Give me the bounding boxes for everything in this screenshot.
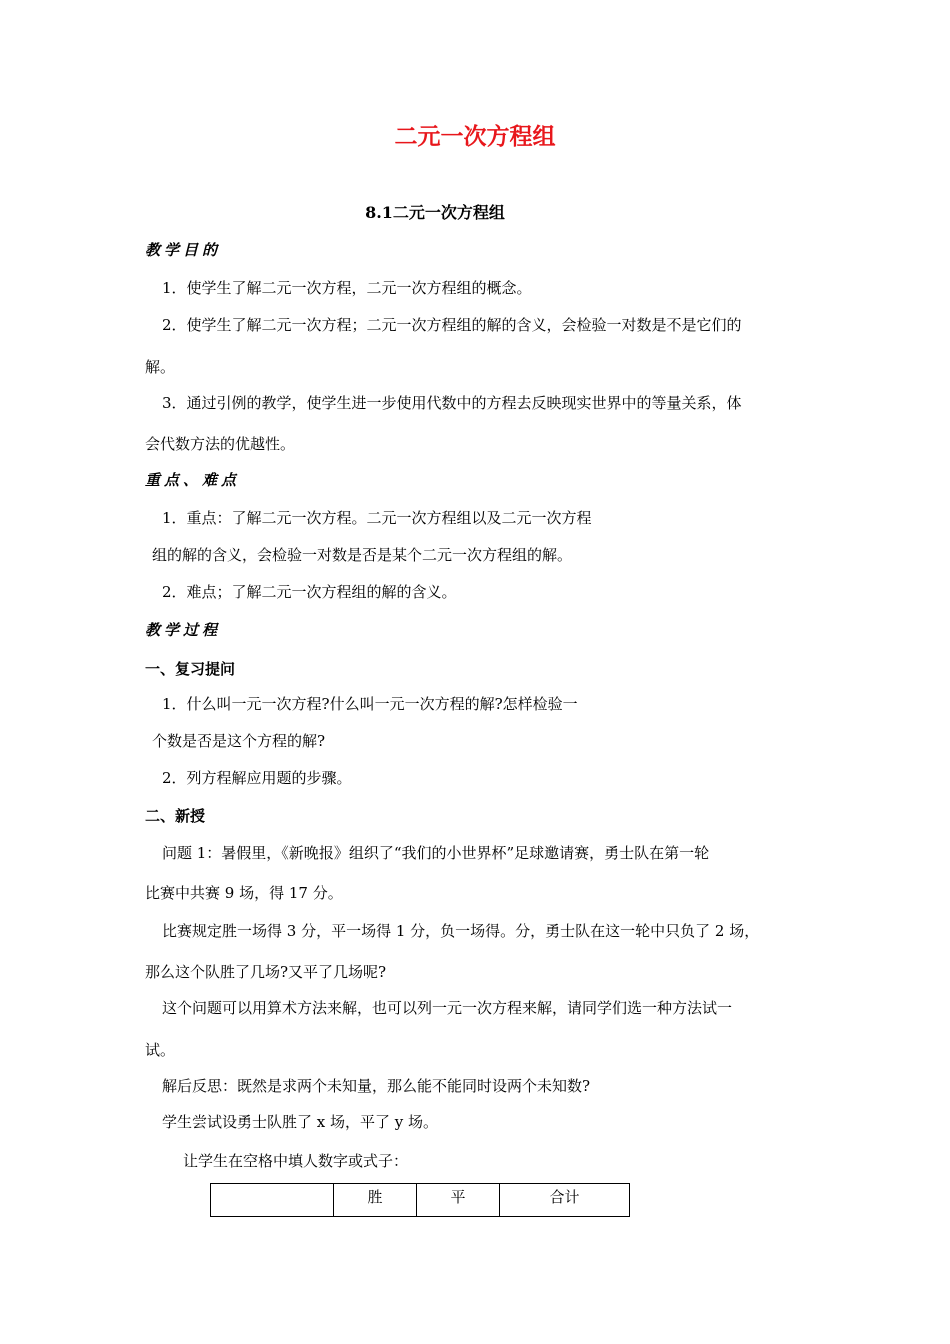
new-lesson-heading: 二、新授 <box>145 807 206 825</box>
lesson-paragraph: 那么这个队胜了几场?又平了几场呢? <box>145 963 387 981</box>
key-point-item: 2．难点；了解二元一次方程组的解的含义。 <box>162 583 457 601</box>
lesson-paragraph: 问题 1：暑假里，《新晚报》组织了“我们的小世界杯”足球邀请赛，勇士队在第一轮 <box>162 844 710 862</box>
table-header-cell <box>211 1184 334 1217</box>
objective-item: 1．使学生了解二元一次方程，二元一次方程组的概念。 <box>162 279 532 297</box>
review-item: 2．列方程解应用题的步骤。 <box>162 769 352 787</box>
lesson-paragraph: 比赛规定胜一场得 3 分，平一场得 1 分，负一场得。分，勇士队在这一轮中只负了 2 场， <box>162 922 760 940</box>
key-points-heading: 重点、难点 <box>145 471 241 489</box>
document-title: 二元一次方程组 <box>394 123 556 150</box>
process-heading: 教学过程 <box>145 621 222 639</box>
table-header-row <box>211 1184 630 1217</box>
key-point-item: 1．重点：了解二元一次方程。二元一次方程组以及二元一次方程 <box>162 509 592 527</box>
review-heading: 一、复习提问 <box>145 660 236 678</box>
objective-item: 3．通过引例的教学，使学生进一步使用代数中的方程去反映现实世界中的等量关系，体 <box>162 394 742 412</box>
lesson-paragraph: 比赛中共赛 9 场，得 17 分。 <box>145 884 343 902</box>
table-header-cell: 合计 <box>500 1184 630 1217</box>
key-point-item: 组的解的含义，会检验一对数是否是某个二元一次方程组的解。 <box>152 546 573 564</box>
objective-item: 2．使学生了解二元一次方程；二元一次方程组的解的含义，会检验一对数是不是它们的 <box>162 316 742 334</box>
fill-in-table <box>210 1183 630 1217</box>
lesson-paragraph: 试。 <box>145 1041 176 1059</box>
lesson-paragraph: 这个问题可以用算术方法来解，也可以列一元一次方程来解，请同学们选一种方法试一 <box>162 999 733 1017</box>
lesson-paragraph: 让学生在空格中填人数字或式子： <box>183 1152 409 1170</box>
section-title: 8.1二元一次方程组 <box>365 203 505 222</box>
objective-item: 会代数方法的优越性。 <box>145 435 296 453</box>
lesson-paragraph: 学生尝试设勇士队胜了 x 场，平了 y 场。 <box>162 1113 439 1131</box>
table-header-cell: 平 <box>417 1184 500 1217</box>
lesson-paragraph: 解后反思：既然是求两个未知量，那么能不能同时设两个未知数? <box>162 1077 591 1095</box>
review-item: 个数是否是这个方程的解? <box>152 732 326 750</box>
objective-item: 解。 <box>145 358 176 376</box>
objectives-heading: 教学目的 <box>145 241 222 259</box>
table-header-cell: 胜 <box>334 1184 417 1217</box>
review-item: 1．什么叫一元一次方程?什么叫一元一次方程的解?怎样检验一 <box>162 695 578 713</box>
